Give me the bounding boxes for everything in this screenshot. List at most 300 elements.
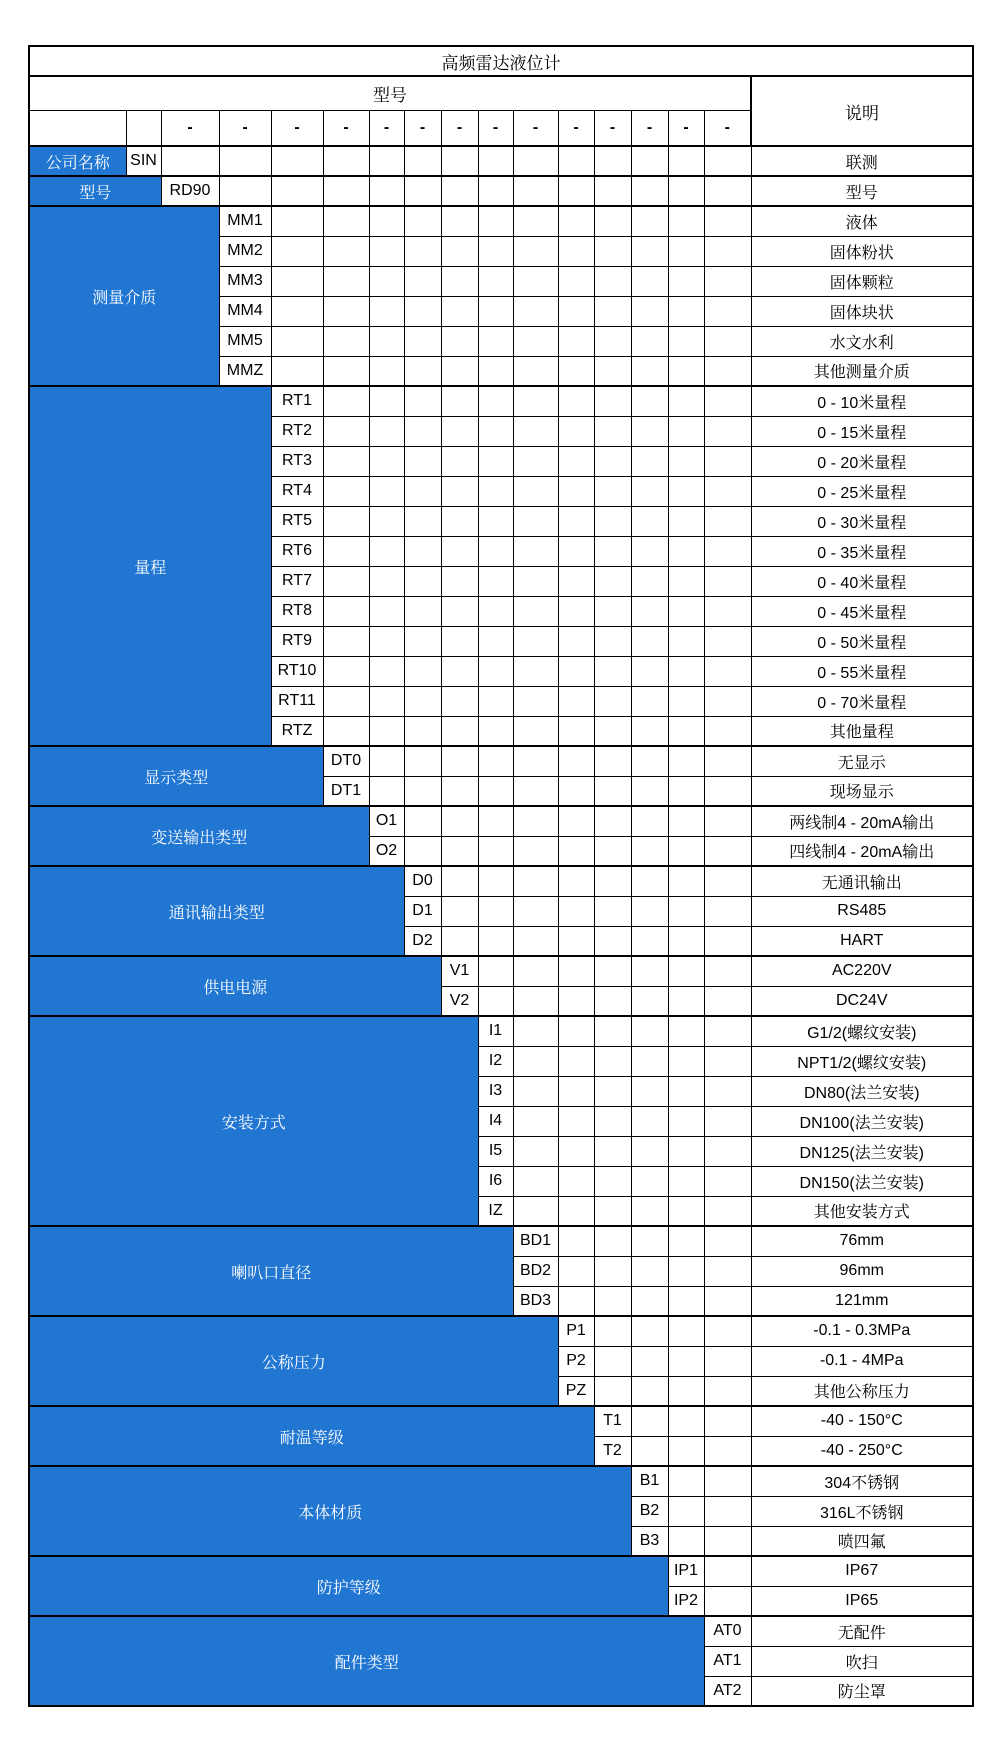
grid-cell	[323, 386, 369, 416]
grid-cell	[704, 416, 751, 446]
grid-cell	[594, 1166, 631, 1196]
grid-cell	[631, 416, 668, 446]
grid-cell	[271, 356, 323, 386]
code-cell: RT2	[271, 416, 323, 446]
separator-dash-cell: -	[161, 111, 219, 147]
grid-cell	[704, 1526, 751, 1556]
grid-cell	[558, 326, 594, 356]
grid-cell	[594, 866, 631, 896]
grid-cell	[513, 866, 558, 896]
section-label: 通讯输出类型	[29, 866, 404, 956]
code-cell: MM1	[219, 206, 271, 236]
grid-cell	[668, 746, 704, 776]
grid-cell	[704, 1226, 751, 1256]
code-cell: BD3	[513, 1286, 558, 1316]
grid-cell	[631, 656, 668, 686]
grid-cell	[704, 356, 751, 386]
grid-cell	[478, 896, 513, 926]
grid-cell	[594, 596, 631, 626]
grid-cell	[704, 1316, 751, 1346]
description-cell: 76mm	[751, 1226, 973, 1256]
grid-cell	[594, 956, 631, 986]
grid-cell	[631, 1316, 668, 1346]
code-cell: RT10	[271, 656, 323, 686]
code-cell: D1	[404, 896, 441, 926]
description-cell: 无通讯输出	[751, 866, 973, 896]
code-cell: PZ	[558, 1376, 594, 1406]
grid-cell	[323, 716, 369, 746]
grid-cell	[513, 536, 558, 566]
grid-cell	[668, 206, 704, 236]
grid-cell	[594, 1346, 631, 1376]
code-cell: BD2	[513, 1256, 558, 1286]
description-cell: 固体颗粒	[751, 266, 973, 296]
code-cell: RT9	[271, 626, 323, 656]
section-label: 变送输出类型	[29, 806, 369, 866]
grid-cell	[594, 1046, 631, 1076]
model-selection-sheet	[28, 45, 974, 1707]
grid-cell	[704, 896, 751, 926]
description-cell: 无配件	[751, 1616, 973, 1646]
grid-cell	[631, 1106, 668, 1136]
grid-cell	[404, 476, 441, 506]
grid-cell	[323, 416, 369, 446]
grid-cell	[404, 566, 441, 596]
grid-cell	[594, 326, 631, 356]
grid-cell	[404, 776, 441, 806]
grid-cell	[441, 296, 478, 326]
grid-cell	[441, 806, 478, 836]
grid-cell	[668, 146, 704, 176]
grid-cell	[478, 206, 513, 236]
grid-cell	[404, 806, 441, 836]
grid-cell	[704, 1346, 751, 1376]
grid-cell	[704, 1136, 751, 1166]
grid-cell	[478, 476, 513, 506]
description-cell: -0.1 - 4MPa	[751, 1346, 973, 1376]
grid-cell	[558, 776, 594, 806]
grid-cell	[404, 536, 441, 566]
section-label: 公称压力	[29, 1316, 558, 1406]
grid-cell	[369, 356, 404, 386]
grid-cell	[631, 866, 668, 896]
grid-cell	[441, 566, 478, 596]
grid-cell	[513, 476, 558, 506]
grid-cell	[441, 446, 478, 476]
code-cell: I2	[478, 1046, 513, 1076]
grid-cell	[668, 1436, 704, 1466]
description-cell: 喷四氟	[751, 1526, 973, 1556]
grid-cell	[558, 536, 594, 566]
grid-cell	[668, 1016, 704, 1046]
grid-cell	[441, 686, 478, 716]
grid-cell	[704, 506, 751, 536]
grid-cell	[704, 566, 751, 596]
section-label: 显示类型	[29, 746, 323, 806]
grid-cell	[478, 566, 513, 596]
description-cell: 96mm	[751, 1256, 973, 1286]
grid-cell	[369, 656, 404, 686]
grid-cell	[594, 1136, 631, 1166]
grid-cell	[323, 326, 369, 356]
code-cell: MM5	[219, 326, 271, 356]
grid-cell	[323, 686, 369, 716]
code-cell: T2	[594, 1436, 631, 1466]
grid-cell	[668, 596, 704, 626]
grid-cell	[441, 596, 478, 626]
section-label: 供电电源	[29, 956, 441, 1016]
grid-cell	[631, 746, 668, 776]
grid-cell	[594, 146, 631, 176]
grid-cell	[513, 206, 558, 236]
code-cell: DT1	[323, 776, 369, 806]
description-cell: 液体	[751, 206, 973, 236]
description-cell: 其他安装方式	[751, 1196, 973, 1226]
grid-cell	[594, 476, 631, 506]
code-cell: IZ	[478, 1196, 513, 1226]
code-cell: O2	[369, 836, 404, 866]
code-cell: MM4	[219, 296, 271, 326]
grid-cell	[558, 1256, 594, 1286]
description-cell: 现场显示	[751, 776, 973, 806]
grid-cell	[558, 1226, 594, 1256]
grid-cell	[323, 596, 369, 626]
grid-cell	[631, 446, 668, 476]
code-cell: RT6	[271, 536, 323, 566]
grid-cell	[404, 236, 441, 266]
grid-cell	[668, 806, 704, 836]
description-cell: 0 - 10米量程	[751, 386, 973, 416]
code-cell: AT0	[704, 1616, 751, 1646]
grid-cell	[704, 836, 751, 866]
grid-cell	[704, 626, 751, 656]
grid-cell	[668, 1256, 704, 1286]
section-label: 安装方式	[29, 1016, 478, 1226]
grid-cell	[668, 536, 704, 566]
grid-cell	[369, 446, 404, 476]
description-cell: 0 - 70米量程	[751, 686, 973, 716]
grid-cell	[441, 866, 478, 896]
grid-cell	[594, 536, 631, 566]
code-cell: IP1	[668, 1556, 704, 1586]
code-cell: P2	[558, 1346, 594, 1376]
grid-cell	[594, 926, 631, 956]
grid-cell	[478, 356, 513, 386]
grid-cell	[478, 326, 513, 356]
description-cell: 0 - 50米量程	[751, 626, 973, 656]
grid-cell	[594, 416, 631, 446]
grid-cell	[668, 1496, 704, 1526]
grid-cell	[594, 1286, 631, 1316]
code-cell: MMZ	[219, 356, 271, 386]
grid-cell	[704, 476, 751, 506]
description-cell: -40 - 150°C	[751, 1406, 973, 1436]
grid-cell	[441, 476, 478, 506]
grid-cell	[404, 596, 441, 626]
grid-cell	[441, 776, 478, 806]
grid-cell	[704, 1286, 751, 1316]
grid-cell	[558, 1046, 594, 1076]
grid-cell	[631, 506, 668, 536]
grid-cell	[631, 1406, 668, 1436]
grid-cell	[513, 806, 558, 836]
grid-cell	[631, 956, 668, 986]
grid-cell	[594, 716, 631, 746]
grid-cell	[404, 266, 441, 296]
grid-cell	[631, 806, 668, 836]
grid-cell	[668, 986, 704, 1016]
grid-cell	[513, 626, 558, 656]
grid-cell	[668, 1376, 704, 1406]
grid-cell	[631, 986, 668, 1016]
code-cell: I3	[478, 1076, 513, 1106]
grid-cell	[478, 446, 513, 476]
separator-dash-cell: -	[513, 111, 558, 147]
grid-cell	[369, 416, 404, 446]
grid-cell	[271, 236, 323, 266]
grid-cell	[631, 356, 668, 386]
grid-cell	[594, 236, 631, 266]
grid-cell	[369, 566, 404, 596]
description-cell: DN100(法兰安装)	[751, 1106, 973, 1136]
grid-cell	[631, 926, 668, 956]
grid-cell	[704, 236, 751, 266]
grid-cell	[478, 536, 513, 566]
grid-cell	[441, 146, 478, 176]
grid-cell	[441, 326, 478, 356]
grid-cell	[704, 266, 751, 296]
description-cell: 0 - 35米量程	[751, 536, 973, 566]
code-cell: RT8	[271, 596, 323, 626]
description-cell: G1/2(螺纹安装)	[751, 1016, 973, 1046]
grid-cell	[271, 296, 323, 326]
grid-cell	[594, 446, 631, 476]
table-title: 高频雷达液位计	[29, 46, 973, 76]
grid-cell	[704, 446, 751, 476]
grid-cell	[513, 506, 558, 536]
grid-cell	[513, 266, 558, 296]
grid-cell	[441, 836, 478, 866]
grid-cell	[704, 866, 751, 896]
grid-cell	[668, 1136, 704, 1166]
grid-cell	[631, 1436, 668, 1466]
description-cell: 0 - 25米量程	[751, 476, 973, 506]
description-cell: 0 - 45米量程	[751, 596, 973, 626]
grid-cell	[369, 176, 404, 206]
code-cell: V1	[441, 956, 478, 986]
code-cell: O1	[369, 806, 404, 836]
grid-cell	[668, 266, 704, 296]
grid-cell	[558, 1106, 594, 1136]
code-cell: D2	[404, 926, 441, 956]
description-cell: 防尘罩	[751, 1676, 973, 1706]
code-cell: P1	[558, 1316, 594, 1346]
grid-cell	[631, 206, 668, 236]
grid-cell	[558, 266, 594, 296]
grid-cell	[404, 716, 441, 746]
grid-cell	[369, 716, 404, 746]
separator-dash-cell: -	[704, 111, 751, 147]
grid-cell	[161, 146, 219, 176]
grid-cell	[558, 386, 594, 416]
code-cell: RT3	[271, 446, 323, 476]
grid-cell	[631, 566, 668, 596]
separator-dash-cell: -	[369, 111, 404, 147]
grid-cell	[558, 1136, 594, 1166]
grid-cell	[594, 626, 631, 656]
grid-cell	[513, 1166, 558, 1196]
grid-cell	[558, 866, 594, 896]
grid-cell	[704, 1016, 751, 1046]
grid-cell	[668, 776, 704, 806]
grid-cell	[631, 296, 668, 326]
grid-cell	[404, 656, 441, 686]
grid-cell	[404, 386, 441, 416]
grid-cell	[441, 926, 478, 956]
grid-cell	[271, 326, 323, 356]
grid-cell	[369, 236, 404, 266]
grid-cell	[558, 1076, 594, 1106]
grid-cell	[271, 206, 323, 236]
grid-cell	[441, 626, 478, 656]
code-cell: RT7	[271, 566, 323, 596]
section-label: 配件类型	[29, 1616, 704, 1706]
grid-cell	[126, 111, 161, 147]
code-cell: RD90	[161, 176, 219, 206]
grid-cell	[558, 926, 594, 956]
grid-cell	[478, 866, 513, 896]
grid-cell	[704, 926, 751, 956]
grid-cell	[323, 296, 369, 326]
grid-cell	[668, 506, 704, 536]
grid-cell	[558, 206, 594, 236]
grid-cell	[404, 836, 441, 866]
grid-cell	[704, 1436, 751, 1466]
grid-cell	[668, 1526, 704, 1556]
separator-dash-cell: -	[271, 111, 323, 147]
grid-cell	[594, 1256, 631, 1286]
grid-cell	[404, 206, 441, 236]
grid-cell	[271, 146, 323, 176]
code-cell: I6	[478, 1166, 513, 1196]
grid-cell	[668, 896, 704, 926]
grid-cell	[513, 1016, 558, 1046]
grid-cell	[704, 716, 751, 746]
grid-cell	[594, 386, 631, 416]
grid-cell	[558, 1196, 594, 1226]
grid-cell	[704, 146, 751, 176]
description-cell: NPT1/2(螺纹安装)	[751, 1046, 973, 1076]
grid-cell	[594, 506, 631, 536]
code-cell: B2	[631, 1496, 668, 1526]
grid-cell	[323, 356, 369, 386]
grid-cell	[668, 1046, 704, 1076]
grid-cell	[631, 776, 668, 806]
description-cell: AC220V	[751, 956, 973, 986]
grid-cell	[704, 686, 751, 716]
model-number-header: 型号	[29, 76, 751, 111]
grid-cell	[404, 416, 441, 446]
grid-cell	[631, 1256, 668, 1286]
grid-cell	[558, 416, 594, 446]
description-cell: 吹扫	[751, 1646, 973, 1676]
grid-cell	[631, 386, 668, 416]
grid-cell	[704, 1586, 751, 1616]
code-cell: AT2	[704, 1676, 751, 1706]
section-label: 本体材质	[29, 1466, 631, 1556]
grid-cell	[594, 746, 631, 776]
grid-cell	[323, 146, 369, 176]
grid-cell	[704, 1406, 751, 1436]
grid-cell	[594, 986, 631, 1016]
grid-cell	[478, 956, 513, 986]
description-header: 说明	[751, 76, 973, 146]
grid-cell	[513, 1136, 558, 1166]
grid-cell	[441, 356, 478, 386]
description-cell: 型号	[751, 176, 973, 206]
grid-cell	[404, 146, 441, 176]
code-cell: IP2	[668, 1586, 704, 1616]
grid-cell	[631, 596, 668, 626]
description-cell: 固体块状	[751, 296, 973, 326]
grid-cell	[323, 656, 369, 686]
grid-cell	[441, 176, 478, 206]
grid-cell	[631, 1346, 668, 1376]
grid-cell	[594, 1106, 631, 1136]
grid-cell	[441, 896, 478, 926]
grid-cell	[369, 296, 404, 326]
grid-cell	[441, 656, 478, 686]
grid-cell	[513, 656, 558, 686]
grid-cell	[558, 1016, 594, 1046]
description-cell: 其他量程	[751, 716, 973, 746]
grid-cell	[369, 596, 404, 626]
description-cell: 其他公称压力	[751, 1376, 973, 1406]
grid-cell	[513, 176, 558, 206]
grid-cell	[513, 956, 558, 986]
grid-cell	[631, 326, 668, 356]
grid-cell	[369, 206, 404, 236]
grid-cell	[594, 896, 631, 926]
grid-cell	[558, 146, 594, 176]
separator-dash-cell: -	[441, 111, 478, 147]
grid-cell	[594, 806, 631, 836]
grid-cell	[704, 656, 751, 686]
grid-cell	[369, 746, 404, 776]
grid-cell	[668, 1466, 704, 1496]
grid-cell	[558, 236, 594, 266]
grid-cell	[631, 476, 668, 506]
code-cell: B3	[631, 1526, 668, 1556]
grid-cell	[404, 356, 441, 386]
code-cell: RT11	[271, 686, 323, 716]
grid-cell	[478, 656, 513, 686]
description-cell: 联测	[751, 146, 973, 176]
grid-cell	[558, 836, 594, 866]
grid-cell	[594, 1316, 631, 1346]
grid-cell	[219, 176, 271, 206]
grid-cell	[558, 1286, 594, 1316]
description-cell: 固体粉状	[751, 236, 973, 266]
code-cell: AT1	[704, 1646, 751, 1676]
grid-cell	[631, 1046, 668, 1076]
description-cell: 316L不锈钢	[751, 1496, 973, 1526]
grid-cell	[668, 716, 704, 746]
code-cell: RT5	[271, 506, 323, 536]
grid-cell	[631, 896, 668, 926]
grid-cell	[478, 716, 513, 746]
code-cell: RTZ	[271, 716, 323, 746]
